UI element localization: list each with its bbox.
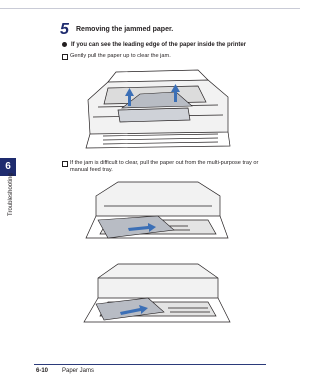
jammed-paper — [96, 298, 164, 320]
chapter-number: 6 — [5, 161, 11, 172]
step-title: Removing the jammed paper. — [76, 26, 174, 33]
step-number: 5 — [60, 21, 69, 38]
page-number: 6-10 — [36, 368, 49, 374]
figure-pull-from-manual-feed — [78, 260, 238, 332]
sub-heading — [62, 42, 246, 48]
jammed-paper — [98, 216, 174, 238]
instruction-text: If the jam is difficult to clear, pull the paper out from the multi-purpose tray or manual feed tray. — [70, 160, 259, 173]
instruction-item — [70, 160, 260, 174]
header-rule — [0, 8, 300, 9]
footer-rule — [34, 364, 266, 365]
figure-pull-paper-up — [78, 62, 238, 152]
instruction-text: Gently pull the paper up to clear the jam. — [70, 53, 171, 59]
sub-heading-text: If you can see the leading edge of the paper inside the printer — [71, 42, 247, 49]
chapter-label: Troubleshooting — [8, 173, 14, 216]
checkbox-icon — [62, 54, 68, 60]
instruction-item — [70, 53, 171, 60]
footer-section-title: Paper Jams — [62, 368, 95, 374]
bullet-icon — [62, 42, 67, 47]
checkbox-icon — [62, 161, 68, 167]
figure-pull-from-tray — [78, 176, 238, 248]
